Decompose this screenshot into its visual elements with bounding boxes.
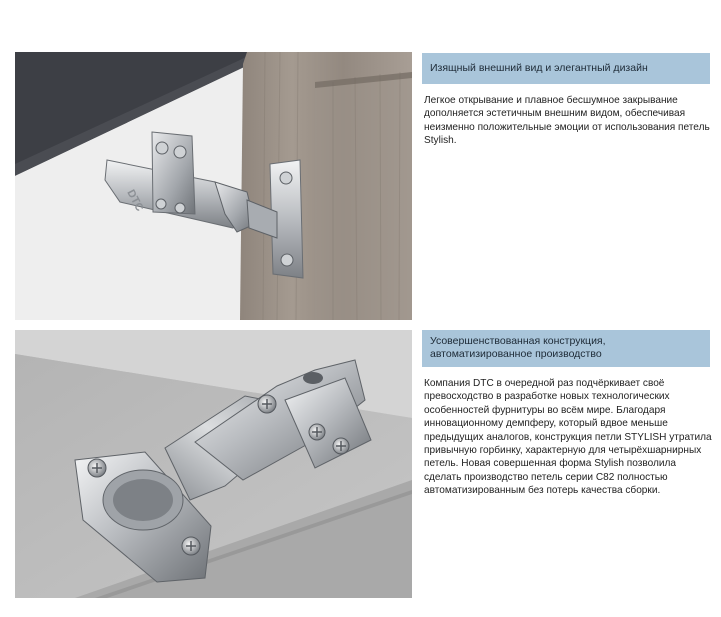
section-construction — [422, 330, 710, 498]
hinge-photo-cabinet — [15, 52, 412, 320]
dtc-engraving: DTC — [124, 187, 146, 214]
section-body: Компания DTC в очередной раз подчёркивает своё превосходство в разработке новых технологических особенностей фурнитуры во всём мире. Благодаря инновационному демпферу, который вдвое меньше предыдущих аналогов, конструкция петли STYLISH утратила привычную горбинку, характерную для четырёхшарнирных петель. Новая совершенная форма Stylish позволила сделать производство петель серии C82 полностью автоматизированным без потерь качества сборки. — [424, 378, 712, 497]
hinge-photo-closeup — [15, 330, 412, 598]
section-heading: Изящный внешний вид и элегантный дизайн — [422, 53, 710, 84]
section-heading: Усовершенствованная конструкция, автоматизированное производство — [422, 330, 710, 367]
section-body: Легкое открывание и плавное бесшумное закрывание дополняется эстетичным внешним видом, обеспечивая неизменно положительные эмоции от использования петель Stylish. — [424, 95, 710, 147]
section-design — [422, 53, 710, 148]
